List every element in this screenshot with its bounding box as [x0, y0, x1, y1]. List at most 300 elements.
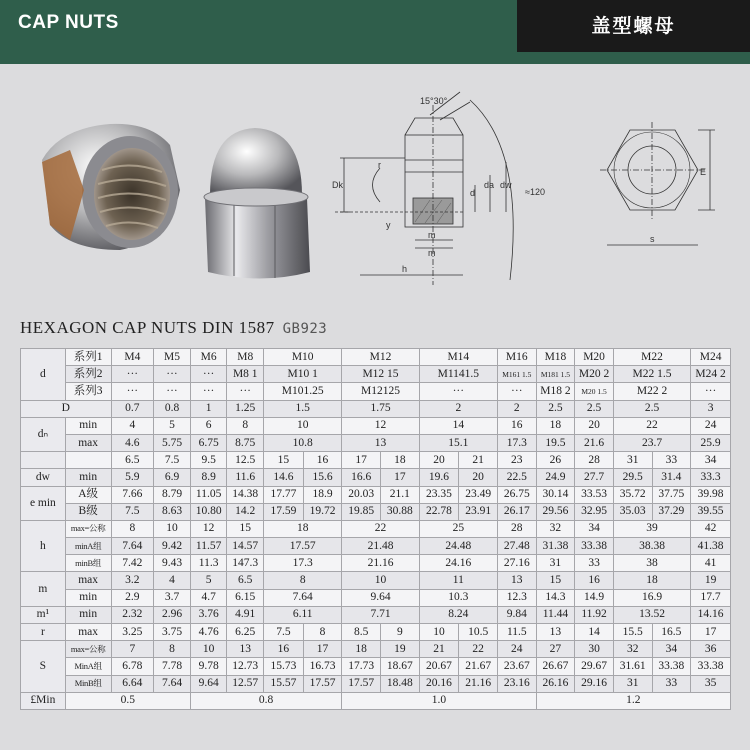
table-cell: M22 2	[613, 383, 690, 400]
table-cell: minB组	[65, 555, 111, 572]
table-row	[21, 658, 731, 675]
table-cell: 30.88	[381, 503, 420, 520]
table-cell: M14	[419, 349, 497, 366]
table-cell: 32	[613, 641, 652, 658]
table-cell: 5.75	[154, 434, 191, 451]
table-cell: M5	[154, 349, 191, 366]
table-cell: 系列3	[65, 383, 111, 400]
table-cell: 31	[536, 555, 575, 572]
table-row	[21, 692, 731, 709]
table-row	[21, 349, 731, 366]
table-cell: 20	[419, 452, 459, 469]
table-cell: 24	[691, 417, 731, 434]
table-cell: 28	[575, 452, 614, 469]
table-cell: 6.5	[111, 452, 154, 469]
table-cell: ···	[190, 366, 227, 383]
table-cell: M24 2	[691, 366, 731, 383]
table-cell: 10.80	[190, 503, 227, 520]
table-cell: 10	[190, 641, 227, 658]
table-cell: 7.64	[111, 538, 154, 555]
table-cell: 14.9	[575, 589, 614, 606]
table-cell: 34	[652, 641, 691, 658]
table-row	[21, 555, 731, 572]
table-cell: 38	[613, 555, 690, 572]
table-cell: r	[21, 624, 66, 641]
drawing-label-dw: dw	[500, 180, 512, 190]
table-cell: 22	[342, 520, 419, 537]
table-cell: 4.76	[190, 624, 227, 641]
table-cell: 11.3	[190, 555, 227, 572]
table-cell: 14.57	[227, 538, 264, 555]
table-cell: 20	[459, 469, 498, 486]
table-cell: M20 2	[575, 366, 614, 383]
table-cell: 11.92	[575, 606, 614, 623]
table-cell: 16	[264, 641, 304, 658]
table-cell: 17	[303, 641, 342, 658]
table-cell: 8	[154, 641, 191, 658]
table-cell: ···	[419, 383, 497, 400]
table-cell: 15.73	[264, 658, 304, 675]
table-cell: M24	[691, 349, 731, 366]
table-cell: 10	[264, 417, 342, 434]
table-row	[21, 383, 731, 400]
table-cell: 34	[691, 452, 731, 469]
table-row	[21, 417, 731, 434]
table-cell: 12	[190, 520, 227, 537]
table-cell: 7.5	[264, 624, 304, 641]
table-cell: 22	[613, 417, 690, 434]
table-cell: 32.95	[575, 503, 614, 520]
table-cell: S	[21, 641, 66, 693]
table-cell: ···	[691, 383, 731, 400]
table-cell: max	[65, 624, 111, 641]
table-cell: 30.14	[536, 486, 575, 503]
table-cell: 20.67	[419, 658, 459, 675]
table-cell: M6	[190, 349, 227, 366]
table-cell: 9.78	[190, 658, 227, 675]
table-cell: M10	[264, 349, 342, 366]
table-cell: 23.7	[613, 434, 690, 451]
table-cell: 33.38	[652, 658, 691, 675]
table-cell: 20	[575, 417, 614, 434]
table-cell: 17	[381, 469, 420, 486]
table-cell: 29.16	[575, 675, 614, 692]
table-cell: 1.75	[342, 400, 419, 417]
table-row	[21, 452, 731, 469]
table-cell: 23.35	[419, 486, 459, 503]
table-cell: 11.5	[497, 624, 536, 641]
nut-thread-view	[42, 124, 180, 250]
table-cell: 6.9	[154, 469, 191, 486]
table-cell: 2.32	[111, 606, 154, 623]
table-cell: 24.48	[419, 538, 497, 555]
table-cell: M10 1	[264, 366, 342, 383]
table-cell: 35	[691, 675, 731, 692]
table-cell: 5	[154, 417, 191, 434]
table-row	[21, 400, 731, 417]
table-cell: 11.6	[227, 469, 264, 486]
table-cell: M12125	[342, 383, 419, 400]
table-row	[21, 366, 731, 383]
table-cell: 5.9	[111, 469, 154, 486]
table-cell: min	[65, 606, 111, 623]
table-cell: 39.98	[691, 486, 731, 503]
table-cell: 26.75	[497, 486, 536, 503]
table-cell: 2.96	[154, 606, 191, 623]
table-cell: 33	[575, 555, 614, 572]
table-cell: max	[65, 434, 111, 451]
table-cell: 31	[613, 675, 652, 692]
table-cell: 13	[227, 641, 264, 658]
table-cell: M16	[497, 349, 536, 366]
table-cell: 31.61	[613, 658, 652, 675]
table-cell: 13	[497, 572, 536, 589]
table-cell: 19.5	[536, 434, 575, 451]
table-cell: ···	[154, 366, 191, 383]
table-cell: 1.5	[264, 400, 342, 417]
table-cell: 26.16	[536, 675, 575, 692]
table-cell: 21.16	[459, 675, 498, 692]
table-row	[21, 538, 731, 555]
table-cell: 14	[419, 417, 497, 434]
table-cell: 13.52	[613, 606, 690, 623]
table-cell: 15.1	[419, 434, 497, 451]
table-cell: 20.16	[419, 675, 459, 692]
table-cell: 2.5	[536, 400, 575, 417]
table-cell: 23.16	[497, 675, 536, 692]
table-cell: 15	[227, 520, 264, 537]
table-cell: 21	[419, 641, 459, 658]
table-cell: 34	[575, 520, 614, 537]
table-cell: dₙ	[21, 417, 66, 451]
table-cell: 37.29	[652, 503, 691, 520]
table-cell: 22.78	[419, 503, 459, 520]
top-view-drawing	[600, 122, 715, 245]
spec-table-body	[21, 349, 731, 710]
table-cell: 24.16	[419, 555, 497, 572]
table-cell: M4	[111, 349, 154, 366]
table-cell: 10	[342, 572, 419, 589]
table-cell: 20.03	[342, 486, 381, 503]
table-cell: 9.5	[190, 452, 227, 469]
table-cell: B级	[65, 503, 111, 520]
table-cell: 15.5	[613, 624, 652, 641]
table-cell: 8	[303, 624, 342, 641]
table-cell: M18	[536, 349, 575, 366]
table-cell: 147.3	[227, 555, 264, 572]
table-cell: 13	[342, 434, 419, 451]
table-row	[21, 503, 731, 520]
table-cell: 系列2	[65, 366, 111, 383]
table-cell: 11.05	[190, 486, 227, 503]
drawing-label-m2: m	[428, 248, 436, 258]
table-cell: 36	[691, 641, 731, 658]
table-cell: 16.73	[303, 658, 342, 675]
drawing-label-h: h	[402, 264, 408, 274]
table-cell: h	[21, 520, 66, 572]
table-cell: 16.6	[342, 469, 381, 486]
table-cell: 2.5	[575, 400, 614, 417]
product-photo	[20, 100, 320, 290]
table-cell: 9.42	[154, 538, 191, 555]
table-cell: 33	[652, 675, 691, 692]
table-cell: 10	[419, 624, 459, 641]
table-row	[21, 675, 731, 692]
table-cell: 14.38	[227, 486, 264, 503]
table-cell: 16	[575, 572, 614, 589]
table-cell: 18	[613, 572, 690, 589]
table-cell: 4	[111, 417, 154, 434]
table-cell: £Min	[21, 692, 66, 709]
table-cell: ···	[111, 366, 154, 383]
table-cell: 13	[536, 624, 575, 641]
table-cell: 12.5	[227, 452, 264, 469]
table-cell: ···	[227, 383, 264, 400]
drawing-label-da: da	[484, 180, 495, 190]
table-row	[21, 434, 731, 451]
table-cell: 17.57	[303, 675, 342, 692]
table-cell: 7.42	[111, 555, 154, 572]
table-cell: M8	[227, 349, 264, 366]
table-cell: 12.57	[227, 675, 264, 692]
table-cell: 3.25	[111, 624, 154, 641]
drawing-label-angle: 15°30°	[420, 96, 448, 106]
table-cell: 17.57	[264, 538, 342, 555]
table-cell: 7.64	[264, 589, 342, 606]
table-cell: 16.9	[613, 589, 690, 606]
table-cell: 27	[536, 641, 575, 658]
table-cell: 38.38	[613, 538, 690, 555]
table-cell: 23	[497, 452, 536, 469]
table-cell: 15	[264, 452, 304, 469]
table-cell: 6.15	[227, 589, 264, 606]
table-cell: 8.75	[227, 434, 264, 451]
table-cell: 17.3	[264, 555, 342, 572]
table-cell: 3.7	[154, 589, 191, 606]
drawing-label-dk: Dk	[332, 180, 343, 190]
table-cell: 26.67	[536, 658, 575, 675]
table-cell: 6.78	[111, 658, 154, 675]
table-cell: 7.78	[154, 658, 191, 675]
table-cell: MinA组	[65, 658, 111, 675]
table-row	[21, 520, 731, 537]
drawing-label-r: r	[378, 160, 381, 170]
table-cell: D	[21, 400, 112, 417]
page-title-cn: 盖型螺母	[517, 0, 750, 52]
table-cell: 8.9	[190, 469, 227, 486]
table-cell: 18.9	[303, 486, 342, 503]
table-cell: 0.8	[154, 400, 191, 417]
nut-dome-view	[204, 128, 310, 279]
table-cell: 17	[342, 452, 381, 469]
table-cell: 18.67	[381, 658, 420, 675]
table-cell: 0.8	[190, 692, 342, 709]
table-cell: 33.38	[691, 658, 731, 675]
table-cell: 17.77	[264, 486, 304, 503]
table-cell: 12	[342, 417, 419, 434]
technical-drawing	[320, 90, 730, 290]
table-cell: 12.3	[497, 589, 536, 606]
table-cell: ···	[111, 383, 154, 400]
table-cell: M181 1.5	[536, 366, 575, 383]
table-cell: M18 2	[536, 383, 575, 400]
table-cell: 42	[691, 520, 731, 537]
table-cell: 14.3	[536, 589, 575, 606]
table-cell: 28	[497, 520, 536, 537]
table-cell: 33.3	[691, 469, 731, 486]
table-cell: 41.38	[691, 538, 731, 555]
table-cell: 29.56	[536, 503, 575, 520]
table-row	[21, 624, 731, 641]
table-cell: 12.73	[227, 658, 264, 675]
table-cell: 30	[575, 641, 614, 658]
table-cell: 23.67	[497, 658, 536, 675]
table-cell: 14	[575, 624, 614, 641]
table-cell: max=公称	[65, 520, 111, 537]
table-cell: 8	[227, 417, 264, 434]
table-cell: 7.5	[111, 503, 154, 520]
table-cell: 15.6	[303, 469, 342, 486]
table-cell: 19	[381, 641, 420, 658]
table-cell: 33.53	[575, 486, 614, 503]
table-row	[21, 486, 731, 503]
table-cell: 19	[691, 572, 731, 589]
table-cell: 14.2	[227, 503, 264, 520]
table-cell	[21, 452, 66, 469]
table-cell: 24.9	[536, 469, 575, 486]
table-cell: 18	[536, 417, 575, 434]
table-cell: 31	[613, 452, 652, 469]
table-cell: 6.5	[227, 572, 264, 589]
table-cell: 6.64	[111, 675, 154, 692]
table-cell: MinB组	[65, 675, 111, 692]
table-cell: 10.3	[419, 589, 497, 606]
table-cell: 8.63	[154, 503, 191, 520]
table-cell: M12	[342, 349, 419, 366]
table-cell: 14.6	[264, 469, 304, 486]
table-cell: 32	[536, 520, 575, 537]
table-cell: 7	[111, 641, 154, 658]
table-cell: 0.5	[65, 692, 190, 709]
table-cell: 19.85	[342, 503, 381, 520]
table-cell: 22	[459, 641, 498, 658]
table-cell: 25	[419, 520, 497, 537]
table-cell: 6.25	[227, 624, 264, 641]
table-cell: 21	[459, 452, 498, 469]
table-cell: 39	[613, 520, 690, 537]
table-cell: 31.38	[536, 538, 575, 555]
table-cell: 41	[691, 555, 731, 572]
table-row	[21, 606, 731, 623]
table-cell: 10	[154, 520, 191, 537]
table-cell: 17.3	[497, 434, 536, 451]
drawing-label-angle120: ≈120	[525, 187, 545, 197]
table-cell: 9.43	[154, 555, 191, 572]
table-cell: 2	[497, 400, 536, 417]
table-cell: 8	[264, 572, 342, 589]
table-cell: 2.9	[111, 589, 154, 606]
table-cell: 27.16	[497, 555, 536, 572]
table-cell: 系列1	[65, 349, 111, 366]
table-cell: 33.38	[575, 538, 614, 555]
drawing-label-d: d	[470, 188, 476, 198]
table-cell: 33	[652, 452, 691, 469]
page-title: CAP NUTS	[18, 12, 119, 33]
table-cell: 35.03	[613, 503, 652, 520]
table-cell: 16.5	[652, 624, 691, 641]
table-row	[21, 572, 731, 589]
table-cell: 9	[381, 624, 420, 641]
table-cell: m	[21, 572, 66, 606]
table-cell: 2	[419, 400, 497, 417]
table-cell: M22	[613, 349, 690, 366]
table-cell: 27.7	[575, 469, 614, 486]
table-cell: 14.16	[691, 606, 731, 623]
spec-title-text: HEXAGON CAP NUTS DIN 1587	[20, 318, 275, 337]
table-cell: ···	[497, 383, 536, 400]
drawing-label-y: y	[386, 220, 391, 230]
spec-standard: GB923	[282, 321, 328, 337]
table-cell	[65, 452, 111, 469]
table-cell: 6.75	[190, 434, 227, 451]
table-cell: 9.64	[342, 589, 419, 606]
table-cell: 23.91	[459, 503, 498, 520]
table-cell: 3.2	[111, 572, 154, 589]
table-cell: 3	[691, 400, 731, 417]
table-cell: 6	[190, 417, 227, 434]
table-cell: 7.5	[154, 452, 191, 469]
table-cell: 17.7	[691, 589, 731, 606]
table-cell: M20 1.5	[575, 383, 614, 400]
table-cell: 18	[264, 520, 342, 537]
drawing-label-e: E	[700, 167, 707, 177]
table-cell: ···	[154, 383, 191, 400]
table-cell: 15.57	[264, 675, 304, 692]
table-cell: 7.71	[342, 606, 419, 623]
table-cell: 3.76	[190, 606, 227, 623]
table-cell: 21.16	[342, 555, 419, 572]
table-cell: 17.57	[342, 675, 381, 692]
table-cell: 9.64	[190, 675, 227, 692]
table-cell: 21.6	[575, 434, 614, 451]
spec-table	[20, 348, 731, 710]
table-cell: 8.5	[342, 624, 381, 641]
table-cell: 7.66	[111, 486, 154, 503]
table-cell: m¹	[21, 606, 66, 623]
table-row	[21, 641, 731, 658]
table-cell: 9.84	[497, 606, 536, 623]
table-cell: 17.59	[264, 503, 304, 520]
table-cell: ···	[190, 383, 227, 400]
drawing-label-m1: m	[428, 230, 436, 240]
table-cell: 17.73	[342, 658, 381, 675]
table-cell: 23.49	[459, 486, 498, 503]
table-cell: 37.75	[652, 486, 691, 503]
table-cell: 22.5	[497, 469, 536, 486]
table-cell: 1.2	[536, 692, 730, 709]
table-cell: 21.1	[381, 486, 420, 503]
table-cell: 26.17	[497, 503, 536, 520]
table-cell: 2.5	[613, 400, 690, 417]
table-cell: 25.9	[691, 434, 731, 451]
table-cell: 16	[497, 417, 536, 434]
table-cell: 7.64	[154, 675, 191, 692]
table-cell: minA组	[65, 538, 111, 555]
table-cell: 0.7	[111, 400, 154, 417]
table-cell: 11.57	[190, 538, 227, 555]
table-cell: 16	[303, 452, 342, 469]
table-cell: 19.72	[303, 503, 342, 520]
